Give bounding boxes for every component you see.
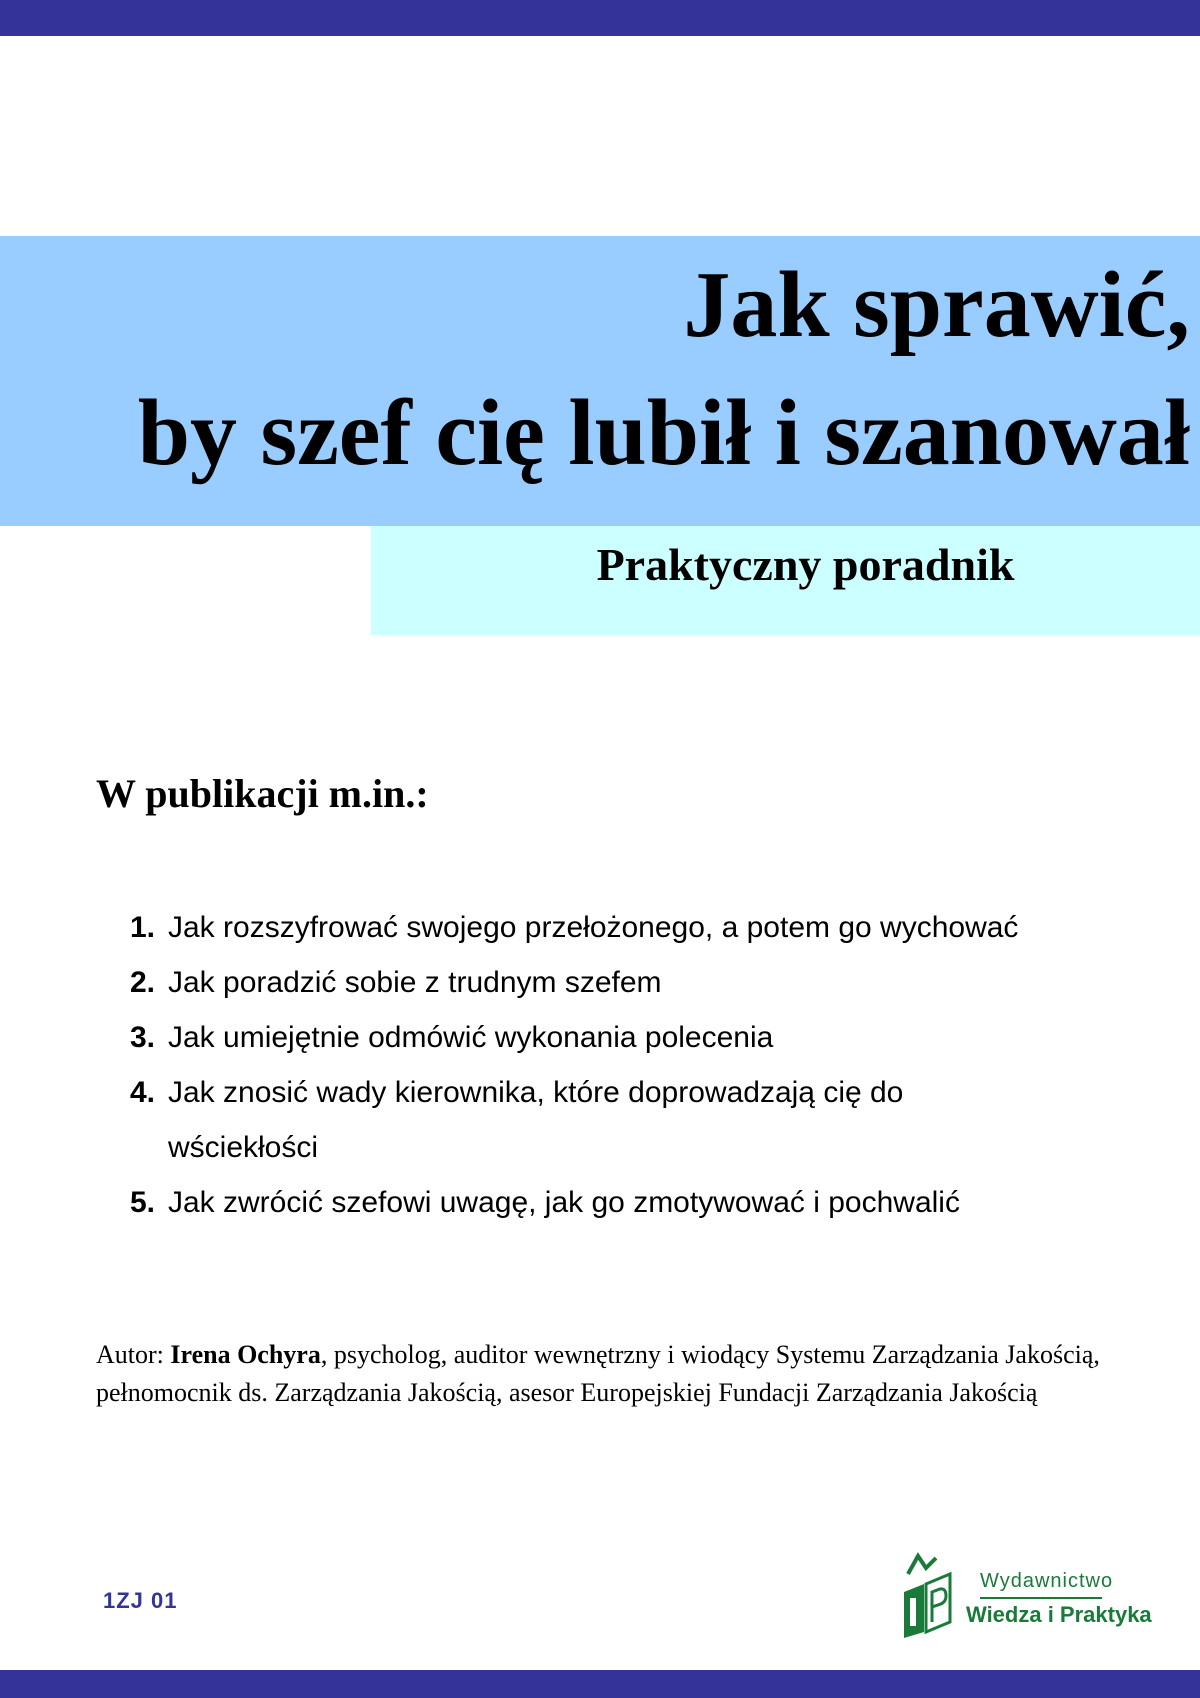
list-item-number: 2. [130, 966, 156, 999]
subtitle-band [371, 526, 1200, 635]
author-note [96, 1336, 1126, 1412]
list-item-text: Jak poradzić sobie z trudnym szefem [168, 966, 662, 999]
title-line-2: by szef cię lubił i szanował [137, 381, 1190, 485]
list-item [130, 1175, 1130, 1230]
top-bar [0, 0, 1200, 36]
list-item-number: 5. [130, 1186, 156, 1219]
publisher-rule [980, 1597, 1102, 1599]
author-prefix: Autor: [96, 1340, 171, 1369]
topics-list [130, 900, 1130, 1230]
list-item [130, 900, 1130, 955]
list-item-number: 4. [130, 1076, 156, 1109]
product-code: 1ZJ 01 [103, 1588, 178, 1613]
author-description: , psycholog, auditor wewnętrzny i wiodący Systemu Zarządzania Jakością, pełnomocnik ds. Zarządzania Jakością, asesor Europejskiej Fundacji Zarządzania Jakością [96, 1340, 1100, 1407]
list-item-text: Jak rozszyfrować swojego przełożonego, a potem go wychować [168, 911, 1019, 944]
title-line-1: Jak sprawić, [683, 253, 1190, 357]
list-item-number: 3. [130, 1021, 156, 1054]
author-name: Irena Ochyra [170, 1340, 321, 1369]
wip-book-logo-icon [900, 1552, 956, 1638]
publisher-line-2: Wiedza i Praktyka [966, 1602, 1152, 1627]
list-item-text: Jak znosić wady kierownika, które doprowadzają cię do wściekłości [168, 1076, 904, 1164]
publisher-logo [900, 1548, 1152, 1638]
subtitle: Praktyczny poradnik [596, 539, 1015, 590]
title-band [0, 236, 1200, 526]
list-item [130, 1065, 1130, 1175]
list-item-text: Jak zwrócić szefowi uwagę, jak go zmotywować i pochwalić [168, 1186, 960, 1219]
bottom-bar [0, 1670, 1200, 1698]
list-item-number: 1. [130, 911, 156, 944]
list-item [130, 1010, 1130, 1065]
intro-heading: W publikacji m.in.: [96, 771, 429, 816]
list-item [130, 955, 1130, 1010]
publisher-line-1: Wydawnictwo [980, 1570, 1114, 1592]
list-item-text: Jak umiejętnie odmówić wykonania polecenia [168, 1021, 774, 1054]
